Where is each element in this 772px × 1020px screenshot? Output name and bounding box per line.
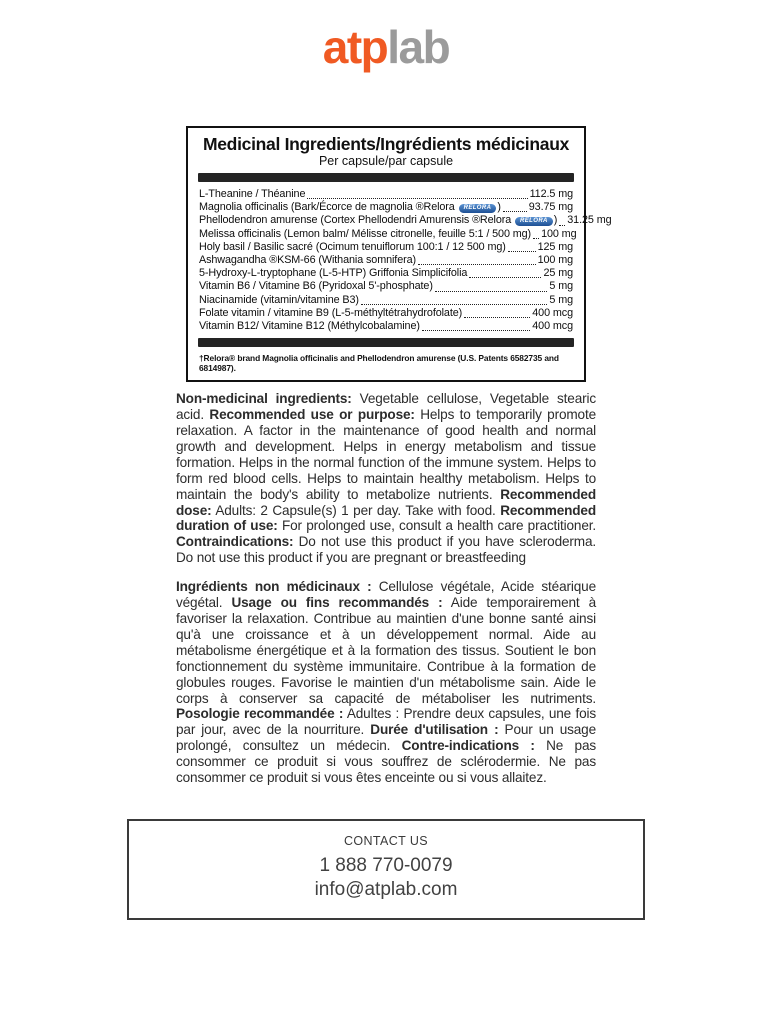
- ingredient-name: Melissa officinalis (Lemon balm/ Mélisse citronelle, feuille 5:1 / 500 mg): [199, 227, 532, 240]
- ingredient-amount: 125 mg: [537, 240, 573, 253]
- ingredient-row: [199, 241, 573, 254]
- logo-text-atp: atp: [322, 21, 388, 73]
- paragraph-bold-segment: Recommended dose:: [176, 486, 596, 518]
- dotted-leader: [464, 317, 530, 318]
- dotted-leader: [422, 330, 530, 331]
- divider-bar-top: [198, 173, 574, 182]
- paragraph-text-segment: Pour un usage prolongé, consultez un médecin.: [176, 722, 596, 754]
- dotted-leader: [435, 291, 548, 292]
- paragraph-bold-segment: Posologie recommandée :: [176, 706, 344, 722]
- dotted-leader: [418, 264, 536, 265]
- ingredient-amount: 5 mg: [549, 280, 573, 293]
- dotted-leader: [469, 277, 541, 278]
- dotted-leader: [503, 211, 527, 212]
- ingredient-name: Phellodendron amurense (Cortex Phellodendri Amurensis ®Relora RELORA ): [199, 214, 558, 227]
- paragraph-bold-segment: Contraindications:: [176, 534, 294, 550]
- paragraph-bold-segment: Durée d'utilisation :: [370, 722, 499, 738]
- french-directions-paragraph: [176, 579, 596, 786]
- paragraph-text-segment: For prolonged use, consult a health care practitioner.: [277, 518, 596, 534]
- paragraph-text-segment: Helps to temporarily promote relaxation. A factor in the maintenance of good health and normal growth and development. Helps in energy metabolism and tissue formation. Helps in the normal function of the immune system. Helps to form red blood cells. Helps to maintain healthy metabolism. Helps to maintain the body's ability to metabolize nutrients.: [176, 407, 597, 502]
- paragraph-text-segment: Vegetable cellulose, Vegetable stearic acid.: [176, 391, 597, 423]
- ingredient-amount: 112.5 mg: [529, 188, 573, 200]
- paragraph-bold-segment: Usage ou fins recommandés :: [231, 595, 443, 611]
- ingredient-amount: 93.75 mg: [528, 201, 573, 214]
- ingredient-row: [199, 201, 573, 214]
- paragraph-bold-segment: Recommended use or purpose:: [209, 407, 415, 423]
- ingredient-amount: 5 mg: [549, 293, 573, 306]
- relora-badge-icon: RELORA: [459, 204, 497, 213]
- ingredient-row: [199, 188, 573, 201]
- ingredient-name: Holy basil / Basilic sacré (Ocimum tenuiflorum 100:1 / 12 500 mg): [199, 240, 506, 253]
- paragraph-bold-segment: Contre-indications :: [401, 738, 535, 754]
- ingredient-name: Magnolia officinalis (Bark/Écorce de magnolia ®Relora RELORA ): [199, 201, 501, 214]
- contact-box: [127, 819, 645, 920]
- ingredient-name: Vitamin B12/ Vitamine B12 (Méthylcobalamine): [199, 320, 420, 333]
- contact-email: info@atplab.com: [314, 878, 458, 900]
- paragraph-text-segment: Do not use this product if you have scleroderma. Do not use this product if you are pregnant or breastfeeding: [176, 534, 596, 566]
- paragraph-bold-segment: Ingrédients non médicinaux :: [176, 579, 372, 595]
- paragraph-bold-segment: Recommended duration of use:: [176, 502, 596, 534]
- paragraph-text-segment: Ne pas consommer ce produit si vous souffrez de sclérodermie. Ne pas consommer ce produit si vous êtes enceinte ou si vous allaitez.: [176, 738, 597, 786]
- ingredient-name: Vitamin B6 / Vitamine B6 (Pyridoxal 5'-phosphate): [199, 280, 433, 293]
- ingredient-name: 5-Hydroxy-L-tryptophane (L-5-HTP) Griffonia Simplicifolia: [199, 267, 468, 280]
- ingredient-row: [199, 307, 573, 320]
- ingredient-amount: 400 mcg: [532, 306, 573, 319]
- ingredient-amount: 31.25 mg: [567, 214, 612, 227]
- ingredient-row: [199, 227, 577, 241]
- supplement-label-page: [0, 20, 772, 920]
- dotted-leader: [307, 198, 527, 199]
- dotted-leader: [533, 238, 539, 239]
- ingredient-amount: 100 mg: [537, 254, 573, 267]
- ingredient-amount: 25 mg: [543, 267, 573, 280]
- dotted-leader: [361, 304, 547, 305]
- paragraph-text-segment: Adults: 2 Capsule(s) 1 per day. Take with food.: [211, 502, 501, 518]
- ingredient-amount: 100 mg: [541, 227, 577, 240]
- relora-badge-icon: RELORA: [515, 217, 553, 226]
- atplab-logo: [0, 20, 772, 74]
- ingredient-name: Ashwagandha ®KSM-66 (Withania somnifera): [199, 254, 416, 267]
- english-directions-paragraph: [176, 391, 596, 566]
- logo-text-lab: lab: [387, 21, 450, 73]
- relora-patent-footnote: †Relora® brand Magnolia officinalis and Phellodendron amurense (U.S. Patents 6582735 and 6814987).: [199, 353, 559, 374]
- panel-title: Medicinal Ingredients/Ingrédients médicinaux: [202, 134, 570, 154]
- ingredient-row: [199, 254, 573, 267]
- contact-phone-number: 1 888 770-0079: [319, 854, 453, 876]
- ingredient-name: L-Theanine / Théanine: [199, 188, 306, 200]
- dotted-leader: [508, 251, 536, 252]
- ingredient-name: Folate vitamin / vitamine B9 (L-5-méthyltétrahydrofolate): [199, 306, 463, 319]
- ingredient-amount: 400 mcg: [532, 320, 573, 333]
- divider-bar-bottom: [198, 338, 574, 347]
- ingredient-name: Niacinamide (vitamin/vitamine B3): [199, 293, 359, 306]
- paragraph-text-segment: Aide temporairement à favoriser la relaxation. Contribue au maintien d'une bonne santé ainsi qu'à une croissance et à un développement normal. Aide au métabolisme énergétique et à la formation des tissus. Soutient le bon fonctionnement du système immunitaire. Contribue à la formation de globules rouges. Favorise le maintien d'un métabolisme sain. Aide le corps à conserver sa capacité de métaboliser les nutriments.: [176, 595, 596, 706]
- ingredient-row: [199, 294, 573, 307]
- ingredient-row: [199, 267, 573, 280]
- ingredient-list: [199, 188, 612, 333]
- paragraph-bold-segment: Non-medicinal ingredients:: [176, 391, 352, 407]
- ingredient-row: [199, 280, 573, 293]
- contact-us-label: CONTACT US: [343, 833, 429, 848]
- panel-subtitle: Per capsule/par capsule: [318, 154, 454, 168]
- ingredient-row: [199, 320, 573, 333]
- paragraph-text-segment: Cellulose végétale, Acide stéarique végétal.: [176, 579, 596, 611]
- medicinal-ingredients-panel: [186, 126, 612, 382]
- paragraph-text-segment: Adultes : Prendre deux capsules, une fois par jour, avec de la nourriture.: [176, 706, 596, 738]
- dotted-leader: [559, 225, 565, 226]
- ingredient-row: [199, 214, 612, 227]
